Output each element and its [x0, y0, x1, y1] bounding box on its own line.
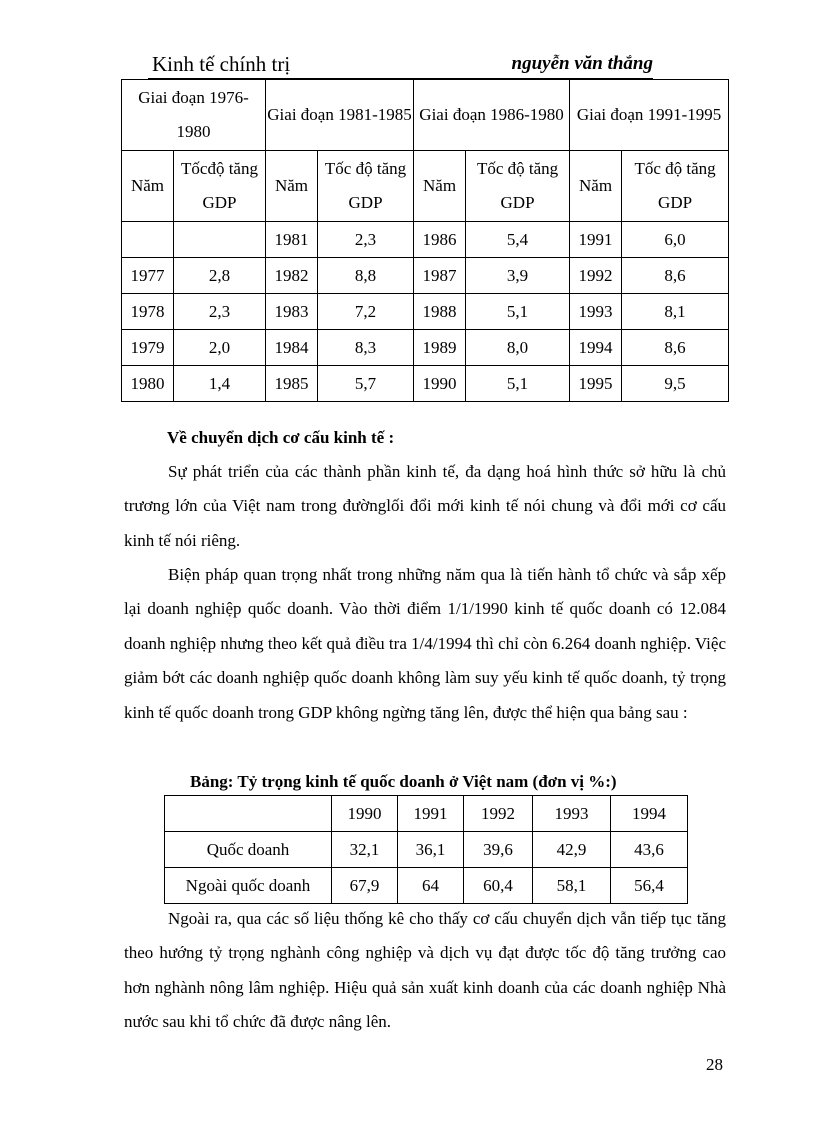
table-cell: 43,6: [611, 832, 688, 868]
table-cell: 64: [398, 868, 464, 904]
column-header: Năm: [570, 151, 622, 222]
table-cell: 8,8: [318, 258, 414, 294]
table-row: [122, 366, 729, 402]
table-cell: 3,9: [466, 258, 570, 294]
table-cell: 1988: [414, 294, 466, 330]
column-header: Tốc độ tăng GDP: [622, 151, 729, 222]
paragraph: Sự phát triển của các thành phần kinh tế, đa dạng hoá hình thức sở hữu là chủ trương lớn của Việt nam trong đườnglối đổi mới kinh tế nói chung và đổi mới cơ cấu kinh tế nói riêng.: [124, 462, 726, 550]
table-cell: 8,6: [622, 330, 729, 366]
table-cell: 56,4: [611, 868, 688, 904]
table-cell: 5,7: [318, 366, 414, 402]
table-cell: 1983: [266, 294, 318, 330]
table-cell: 8,6: [622, 258, 729, 294]
table-cell: 1,4: [174, 366, 266, 402]
period-header-row: [122, 80, 729, 151]
table-cell: 5,1: [466, 294, 570, 330]
section-title: Về chuyển dịch cơ cấu kinh tế :: [167, 428, 395, 447]
table-cell: 8,0: [466, 330, 570, 366]
header-subject: Kinh tế chính trị: [152, 52, 291, 76]
table-row: [165, 832, 688, 868]
table-cell: 67,9: [332, 868, 398, 904]
column-header: Tốc độ tăng GDP: [466, 151, 570, 222]
table-cell: 5,4: [466, 222, 570, 258]
table-cell: 2,0: [174, 330, 266, 366]
table-cell: 1987: [414, 258, 466, 294]
table-cell: 2,3: [174, 294, 266, 330]
table-cell: [122, 222, 174, 258]
period-header: Giai đoạn 1976-1980: [122, 80, 266, 151]
table-row: [122, 330, 729, 366]
year-header: 1992: [464, 796, 533, 832]
year-header: 1991: [398, 796, 464, 832]
table-cell: 1981: [266, 222, 318, 258]
table-cell: 1995: [570, 366, 622, 402]
table-cell: 1989: [414, 330, 466, 366]
column-header: Tốcđộ tăng GDP: [174, 151, 266, 222]
table-cell: 2,3: [318, 222, 414, 258]
table-cell: 8,3: [318, 330, 414, 366]
table-cell: 6,0: [622, 222, 729, 258]
table-cell: [174, 222, 266, 258]
table-cell: 1980: [122, 366, 174, 402]
table-cell: 1994: [570, 330, 622, 366]
table-cell: 1979: [122, 330, 174, 366]
page-number: 28: [706, 1055, 723, 1074]
column-header: Năm: [122, 151, 174, 222]
year-header: 1993: [533, 796, 611, 832]
table-cell: 1978: [122, 294, 174, 330]
table-caption: Bảng: Tỷ trọng kinh tế quốc doanh ở Việt nam (đơn vị %:): [190, 772, 617, 791]
table-cell: 5,1: [466, 366, 570, 402]
period-header: Giai đoạn 1991-1995: [570, 80, 729, 151]
table-cell: 1990: [414, 366, 466, 402]
paragraph: Biện pháp quan trọng nhất trong những năm qua là tiến hành tổ chức và sắp xếp lại doanh nghiệp quốc doanh. Vào thời điểm 1/1/1990 kinh tế quốc doanh có 12.084 doanh nghiệp nhưng theo kết quả điều tra 1/4/1994 thì chỉ còn 6.264 doanh nghiệp. Việc giảm bớt các doanh nghiệp quốc doanh không làm suy yếu kinh tế quốc doanh, tỷ trọng kinh tế quốc doanh trong GDP không ngừng tăng lên, được thể hiện qua bảng sau :: [124, 565, 726, 722]
table-cell: 58,1: [533, 868, 611, 904]
period-header: Giai đoạn 1981-1985: [266, 80, 414, 151]
row-label: Quốc doanh: [165, 832, 332, 868]
state-sector-share-table: [164, 795, 688, 904]
table-cell: 1993: [570, 294, 622, 330]
table-cell: 60,4: [464, 868, 533, 904]
table-row: [122, 294, 729, 330]
header-author: nguyễn văn thắng: [511, 53, 653, 74]
period-header: Giai đoạn 1986-1980: [414, 80, 570, 151]
table-cell: 2,8: [174, 258, 266, 294]
table-cell: [165, 796, 332, 832]
column-header-row: [122, 151, 729, 222]
column-header: Năm: [266, 151, 318, 222]
gdp-growth-table: [121, 79, 729, 402]
page-header: [148, 52, 653, 80]
table-cell: 1992: [570, 258, 622, 294]
table-cell: 36,1: [398, 832, 464, 868]
table-cell: 42,9: [533, 832, 611, 868]
table-cell: 8,1: [622, 294, 729, 330]
table-cell: 32,1: [332, 832, 398, 868]
row-label: Ngoài quốc doanh: [165, 868, 332, 904]
table-row: [122, 258, 729, 294]
table-row: [122, 222, 729, 258]
table-cell: 1984: [266, 330, 318, 366]
table-cell: 1982: [266, 258, 318, 294]
column-header: Năm: [414, 151, 466, 222]
table-cell: 1986: [414, 222, 466, 258]
table-row: [165, 868, 688, 904]
year-header: 1990: [332, 796, 398, 832]
table-cell: 39,6: [464, 832, 533, 868]
table-cell: 1977: [122, 258, 174, 294]
table-cell: 9,5: [622, 366, 729, 402]
column-header: Tốc độ tăng GDP: [318, 151, 414, 222]
paragraph: Ngoài ra, qua các số liệu thống kê cho thấy cơ cấu chuyển dịch vẫn tiếp tục tăng theo hướng tỷ trọng nghành công nghiệp và dịch vụ đạt được tốc độ tăng trưởng cao hơn nghành nông lâm nghiệp. Hiệu quả sản xuất kinh doanh của các doanh nghiệp Nhà nước sau khi tổ chức đã được nâng lên.: [124, 909, 726, 1032]
table-cell: 7,2: [318, 294, 414, 330]
table-cell: 1991: [570, 222, 622, 258]
year-header: 1994: [611, 796, 688, 832]
table-header-row: [165, 796, 688, 832]
table-cell: 1985: [266, 366, 318, 402]
